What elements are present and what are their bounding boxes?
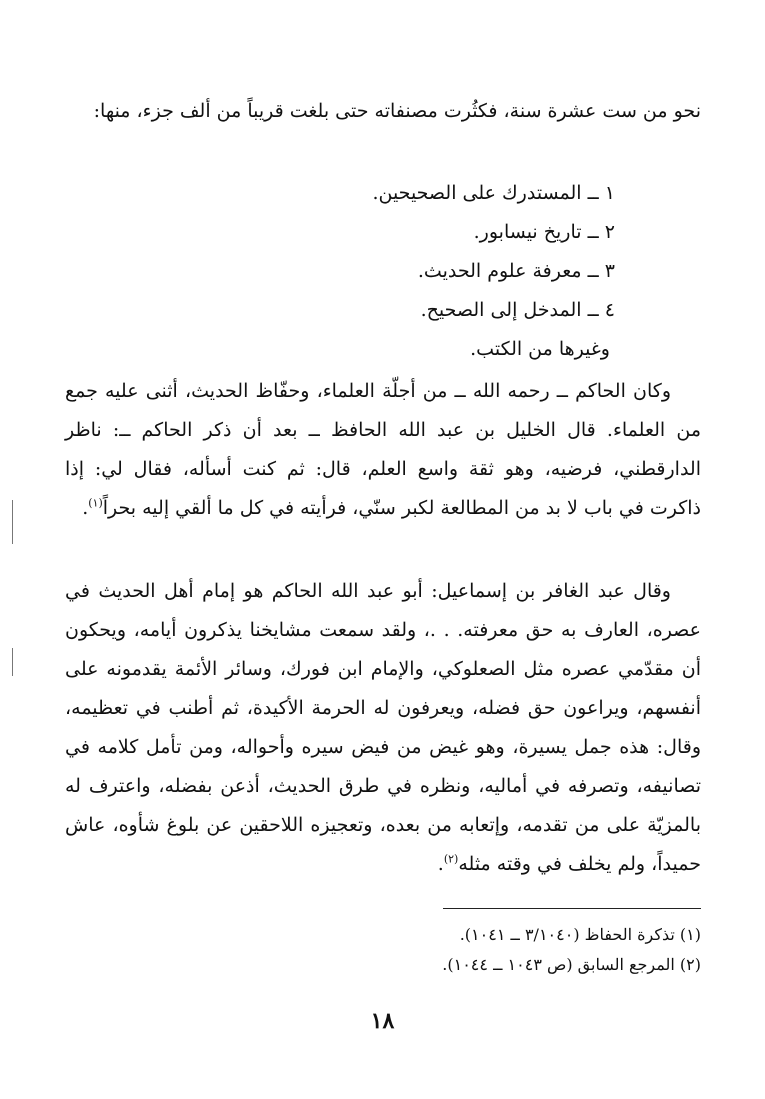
paragraph-intro: نحو من ست عشرة سنة، فكثُرت مصنفاته حتى بلغت قريباً من ألف جزء، منها: xyxy=(93,100,701,122)
paragraph-abd-al-ghafir xyxy=(65,572,701,884)
paragraph-abd-al-ghafir-text: وقال عبد الغافر بن إسماعيل: أبو عبد الله الحاكم هو إمام أهل الحديث في عصره، العارف به حق معرفته. . .، ولقد سمعت مشايخنا يذكرون أيامه، ويحكون أن مقدّمي عصره مثل الصعلوكي، والإمام ابن فورك، وسائر الأئمة يقدمونه على أنفسهم، ويراعون حق فضله، ويعرفون له الحرمة الأكيدة، ثم أطنب في تعظيمه، وقال: هذه جمل يسيرة، وهو غيض من فيض سيره وأحواله، ومن تأمل كلامه في تصانيفه، وتصرفه في أماليه، ونظره في طرق الحديث، أذعن بفضله، واعترف له بالمزيّة على من تقدمه، وإتعابه من بعده، وتعجيزه اللاحقين عن بلوغ شأوه، عاش حميداً، ولم يخلف في وقته مثله xyxy=(65,580,701,875)
list-item: ١ ــ المستدرك على الصحيحين. xyxy=(372,182,615,204)
footnote-ref-1[interactable]: (١) xyxy=(88,496,103,510)
list-closing-line: وغيرها من الكتب. xyxy=(470,338,610,360)
footnote: (١) تذكرة الحفاظ (٣/١٠٤٠ ــ ١٠٤١). xyxy=(459,925,701,944)
footnote-ref-2[interactable]: (٢) xyxy=(443,852,459,866)
scan-edge-mark xyxy=(12,500,13,544)
paragraph-abd-al-ghafir-end: . xyxy=(437,853,444,875)
footnote-divider xyxy=(443,908,701,909)
paragraph-praise-end: . xyxy=(82,497,89,519)
page-number: ١٨ xyxy=(370,1008,395,1034)
paragraph-praise-text: وكان الحاكم ــ رحمه الله ــ من أجلّة العلماء، وحفّاظ الحديث، أثنى عليه جمع من العلماء. قال الخليل بن عبد الله الحافظ ــ بعد أن ذكر الحاكم ــ: ناظر الدارقطني، فرضيه، وهو ثقة واسع العلم، قال: ثم كنت أسأله، فقال لي: إذا ذاكرت في باب لا بد من المطالعة لكبر سنّي، فرأيته في كل ما ألقي إليه بحراً xyxy=(65,380,701,519)
list-item: ٣ ــ معرفة علوم الحديث. xyxy=(417,260,615,282)
paragraph-praise xyxy=(65,372,701,528)
list-item: ٢ ــ تاريخ نيسابور. xyxy=(473,221,615,243)
footnote: (٢) المرجع السابق (ص ١٠٤٣ ــ ١٠٤٤). xyxy=(442,955,701,974)
scan-edge-mark xyxy=(12,648,13,676)
footnotes xyxy=(442,920,701,980)
works-list xyxy=(372,174,615,330)
list-item: ٤ ــ المدخل إلى الصحيح. xyxy=(420,299,615,321)
